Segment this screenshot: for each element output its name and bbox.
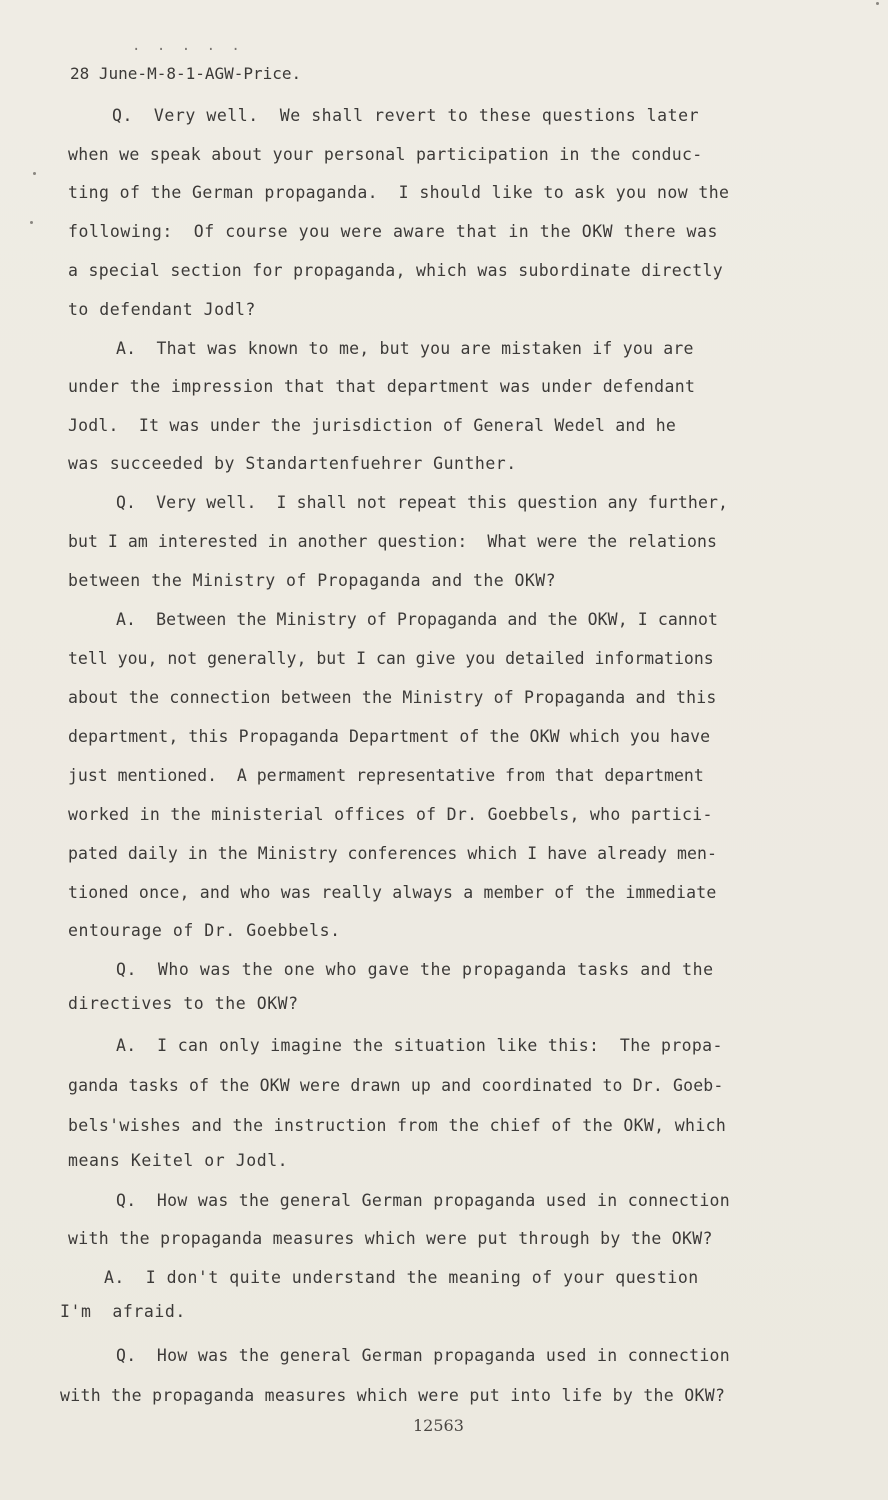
text-line: means Keitel or Jodl.	[68, 1151, 289, 1170]
page-number: 12563	[413, 1416, 464, 1435]
margin-mark	[33, 172, 36, 175]
text-line: with the propaganda measures which were put into life by the OKW?	[60, 1386, 726, 1405]
text-line: Q. How was the general German propaganda used in connection	[116, 1191, 731, 1210]
text-line: to defendant Jodl?	[68, 300, 256, 319]
margin-mark	[30, 221, 33, 224]
text-line: with the propaganda measures which were put through by the OKW?	[68, 1229, 713, 1248]
text-line: I'm afraid.	[60, 1302, 186, 1321]
header-dots: . . . . .	[132, 38, 244, 54]
text-line: but I am interested in another question: What were the relations	[68, 532, 717, 551]
text-line: Q. Very well. We shall revert to these questions later	[112, 106, 700, 125]
text-line: tell you, not generally, but I can give you detailed informations	[68, 649, 714, 668]
text-line: ting of the German propaganda. I should like to ask you now the	[68, 183, 730, 202]
text-line: under the impression that that department was under defendant	[68, 377, 696, 396]
text-line: just mentioned. A permament representative from that department	[68, 766, 704, 785]
margin-mark	[876, 2, 879, 5]
text-line: directives to the OKW?	[68, 994, 299, 1013]
text-line: about the connection between the Ministry of Propaganda and this	[68, 688, 717, 707]
text-line: Q. How was the general German propaganda used in connection	[116, 1346, 731, 1365]
text-line: a special section for propaganda, which was subordinate directly	[68, 261, 723, 280]
text-line: A. That was known to me, but you are mistaken if you are	[116, 339, 694, 358]
document-header: 28 June-M-8-1-AGW-Price.	[70, 64, 302, 83]
text-line: Q. Very well. I shall not repeat this question any further,	[116, 493, 729, 512]
text-line: A. Between the Ministry of Propaganda and the OKW, I cannot	[116, 610, 719, 629]
text-line: bels'wishes and the instruction from the chief of the OKW, which	[68, 1116, 727, 1135]
text-line: A. I can only imagine the situation like this: The propa-	[116, 1036, 723, 1055]
text-line: Jodl. It was under the jurisdiction of General Wedel and he	[68, 416, 677, 435]
text-line: was succeeded by Standartenfuehrer Gunther.	[68, 454, 517, 473]
text-line: ganda tasks of the OKW were drawn up and coordinated to Dr. Goeb-	[68, 1076, 724, 1095]
text-line: worked in the ministerial offices of Dr. Goebbels, who partici-	[68, 805, 713, 824]
text-line: pated daily in the Ministry conferences which I have already men-	[68, 844, 717, 863]
text-line: following: Of course you were aware that in the OKW there was	[68, 222, 718, 241]
text-line: A. I don't quite understand the meaning of your question	[104, 1268, 699, 1287]
text-line: tioned once, and who was really always a member of the immediate	[68, 883, 717, 902]
text-line: between the Ministry of Propaganda and the OKW?	[68, 571, 557, 590]
text-line: entourage of Dr. Goebbels.	[68, 921, 341, 940]
text-line: Q. Who was the one who gave the propaganda tasks and the	[116, 960, 714, 979]
text-line: when we speak about your personal participation in the conduc-	[68, 145, 703, 164]
text-line: department, this Propaganda Department of the OKW which you have	[68, 727, 711, 746]
